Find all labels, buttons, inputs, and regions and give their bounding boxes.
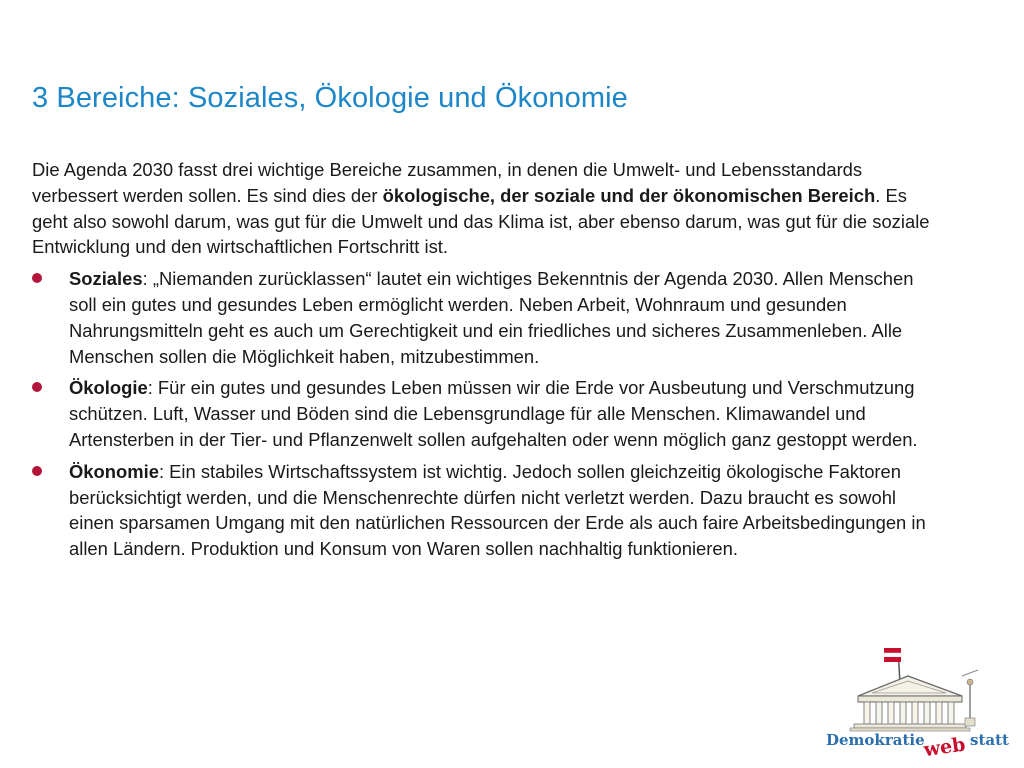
bullet-text: : „Niemanden zurücklassen“ lautet ein wichtiges Bekenntnis der Agenda 2030. Allen Menschen soll ein gutes und gesundes Leben ermöglicht werden. Neben Arbeit, Wohnraum und gesunden Nahrungsmitteln geht es auch um Gerechtigkeit und ein friedliches und sicheres Zusammenleben. Alle Menschen sollen die Möglichkeit haben, mitzubestimmen.	[69, 268, 914, 367]
bullet-dot-icon	[32, 382, 42, 392]
intro-paragraph	[32, 157, 937, 260]
bullet-item-oekologie	[32, 375, 937, 452]
intro-text-bold: ökologische, der soziale und der ökonomischen Bereich	[382, 184, 876, 206]
demokratiewebstatt-logo	[822, 640, 1018, 764]
bullet-text: : Für ein gutes und gesundes Leben müssen wir die Erde vor Ausbeutung und Verschmutzung schützen. Luft, Wasser und Böden sind die Lebensgrundlage für alle Menschen. Klimawandel und Artensterben in der Tier- und Pflanzenwelt sollen aufgehalten oder wenn möglich ganz gestoppt werden.	[69, 377, 918, 450]
bullet-item-oekonomie	[32, 459, 937, 562]
intro-text-start: Die Agenda 2030 fasst drei wichtige Bereiche zusammen, in denen die Umwelt- und Lebensstandards verbessert werden sollen. Es sind dies der	[32, 159, 863, 206]
logo-word-right: statt	[970, 731, 1009, 749]
bullet-term: Ökonomie	[69, 460, 159, 482]
logo-word-left: Demokratie	[826, 731, 925, 749]
intro-text-end: . Es geht also sowohl darum, was gut für die Umwelt und das Klima ist, aber ebenso darum, was gut für die soziale Entwicklung und den wirtschaftlichen Fortschritt ist.	[32, 184, 930, 258]
slide-content	[32, 157, 937, 568]
bullet-term: Ökologie	[69, 377, 148, 399]
bullet-text: : Ein stabiles Wirtschaftssystem ist wichtig. Jedoch sollen gleichzeitig ökologische Faktoren berücksichtigt werden, und die Menschenrechte dürfen nicht verletzt werden. Dazu braucht es sowohl einen sparsamen Umgang mit den natürlichen Ressourcen der Erde als auch faire Arbeitsbedingungen in allen Ländern. Produktion und Konsum von Waren sollen nachhaltig funktionieren.	[69, 460, 926, 560]
bullet-dot-icon	[32, 466, 42, 476]
bullet-dot-icon	[32, 273, 42, 283]
logo-word-middle: web	[922, 733, 967, 762]
bullet-list	[32, 266, 937, 562]
bullet-term: Soziales	[69, 268, 143, 290]
slide-title: 3 Bereiche: Soziales, Ökologie und Ökonomie	[32, 82, 628, 114]
bullet-item-soziales	[32, 266, 937, 369]
parliament-building-icon	[822, 640, 1018, 764]
